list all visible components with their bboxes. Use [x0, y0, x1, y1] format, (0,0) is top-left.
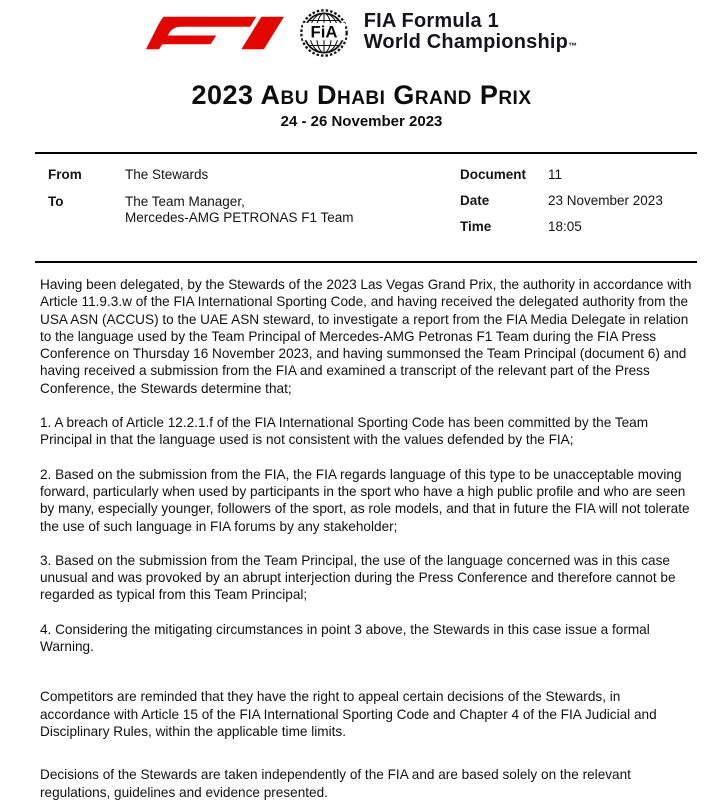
document-body	[0, 263, 723, 801]
to-value-line1: The Team Manager,	[125, 194, 245, 209]
header-logos	[0, 0, 723, 59]
meta-right-column	[460, 167, 693, 245]
brand-line1: FIA Formula 1	[363, 9, 499, 32]
event-title: 2023 Abu Dhabi Grand Prix	[191, 80, 532, 110]
from-label: From	[48, 167, 82, 182]
fia-monogram: FiA	[310, 22, 338, 42]
appeal-notice: Competitors are reminded that they have the right to appeal certain decisions of the Stewards, in accordance with Article 15 of the FIA International Sporting Code and Chapter 4 of the FIA Judicial and Disciplinary Rules, within the applicable time limits.	[40, 689, 657, 739]
brand-line2: World Championship	[363, 30, 569, 53]
date-label: Date	[460, 193, 490, 208]
decision-item-3: 3. Based on the submission from the Team Principal, the use of the language concerned was in this case unusual and was provoked by an abrupt interjection during the Press Conference and therefore cannot be regarded as typical from this Team Principal;	[40, 552, 676, 603]
to-label: To	[48, 194, 64, 209]
meta-row-time	[460, 219, 693, 235]
meta-row-date	[460, 193, 693, 209]
document-value: 11	[548, 167, 563, 182]
meta-row-from	[48, 167, 460, 183]
trademark-symbol: ™	[568, 40, 578, 51]
decision-item-1: 1. A breach of Article 12.2.1.f of the FIA International Sporting Code has been committed by the Team Principal in that the language used is not consistent with the values defended by the FIA;	[40, 415, 649, 448]
to-value-line2: Mercedes-AMG PETRONAS F1 Team	[125, 210, 354, 225]
title-block	[0, 80, 723, 130]
decision-item-2: 2. Based on the submission from the FIA, the FIA regards language of this type to be unacceptable moving forward, particularly when used by participants in the sport who have a high public profile and who are seen by many, especially younger, followers of the sport, as role models, and that in future the FIA will not tolerate the use of such language in FIA forums by any stakeholder;	[40, 466, 690, 534]
event-dates: 24 - 26 November 2023	[280, 113, 443, 130]
date-value: 23 November 2023	[548, 193, 663, 208]
from-value: The Stewards	[125, 167, 209, 182]
brand-text	[364, 11, 578, 56]
meta-row-document	[460, 167, 693, 183]
paragraph-preamble: Having been delegated, by the Stewards of the 2023 Las Vegas Grand Prix, the authority in accordance with Article 11.9.3.w of the FIA International Sporting Code, and having received the delegated authority from the USA ASN (ACCUS) to the UAE ASN steward, to investigate a report from the FIA Media Delegate in relation to the language used by the Team Principal of Mercedes-AMG Petronas F1 Team during the FIA Press Conference on Thursday 16 November 2023, and having summonsed the Team Principal (document 6) and having received a submission from the FIA and examined a transcript of the relevant part of the Press Conference, the Stewards determine that;	[40, 277, 692, 396]
meta-row-to	[48, 194, 460, 226]
time-label: Time	[460, 219, 492, 234]
meta-table	[0, 154, 723, 247]
f1-logo-icon	[146, 16, 284, 50]
independence-note: Decisions of the Stewards are taken independently of the FIA and are based solely on the relevant regulations, guidelines and evidence presented.	[40, 767, 631, 800]
meta-left-column	[48, 167, 460, 245]
document-label: Document	[460, 167, 527, 182]
fia-globe-icon	[300, 9, 348, 57]
decision-item-4: 4. Considering the mitigating circumstances in point 3 above, the Stewards in this case issue a formal Warning.	[40, 621, 650, 655]
to-value	[125, 194, 354, 226]
time-value: 18:05	[548, 219, 582, 234]
